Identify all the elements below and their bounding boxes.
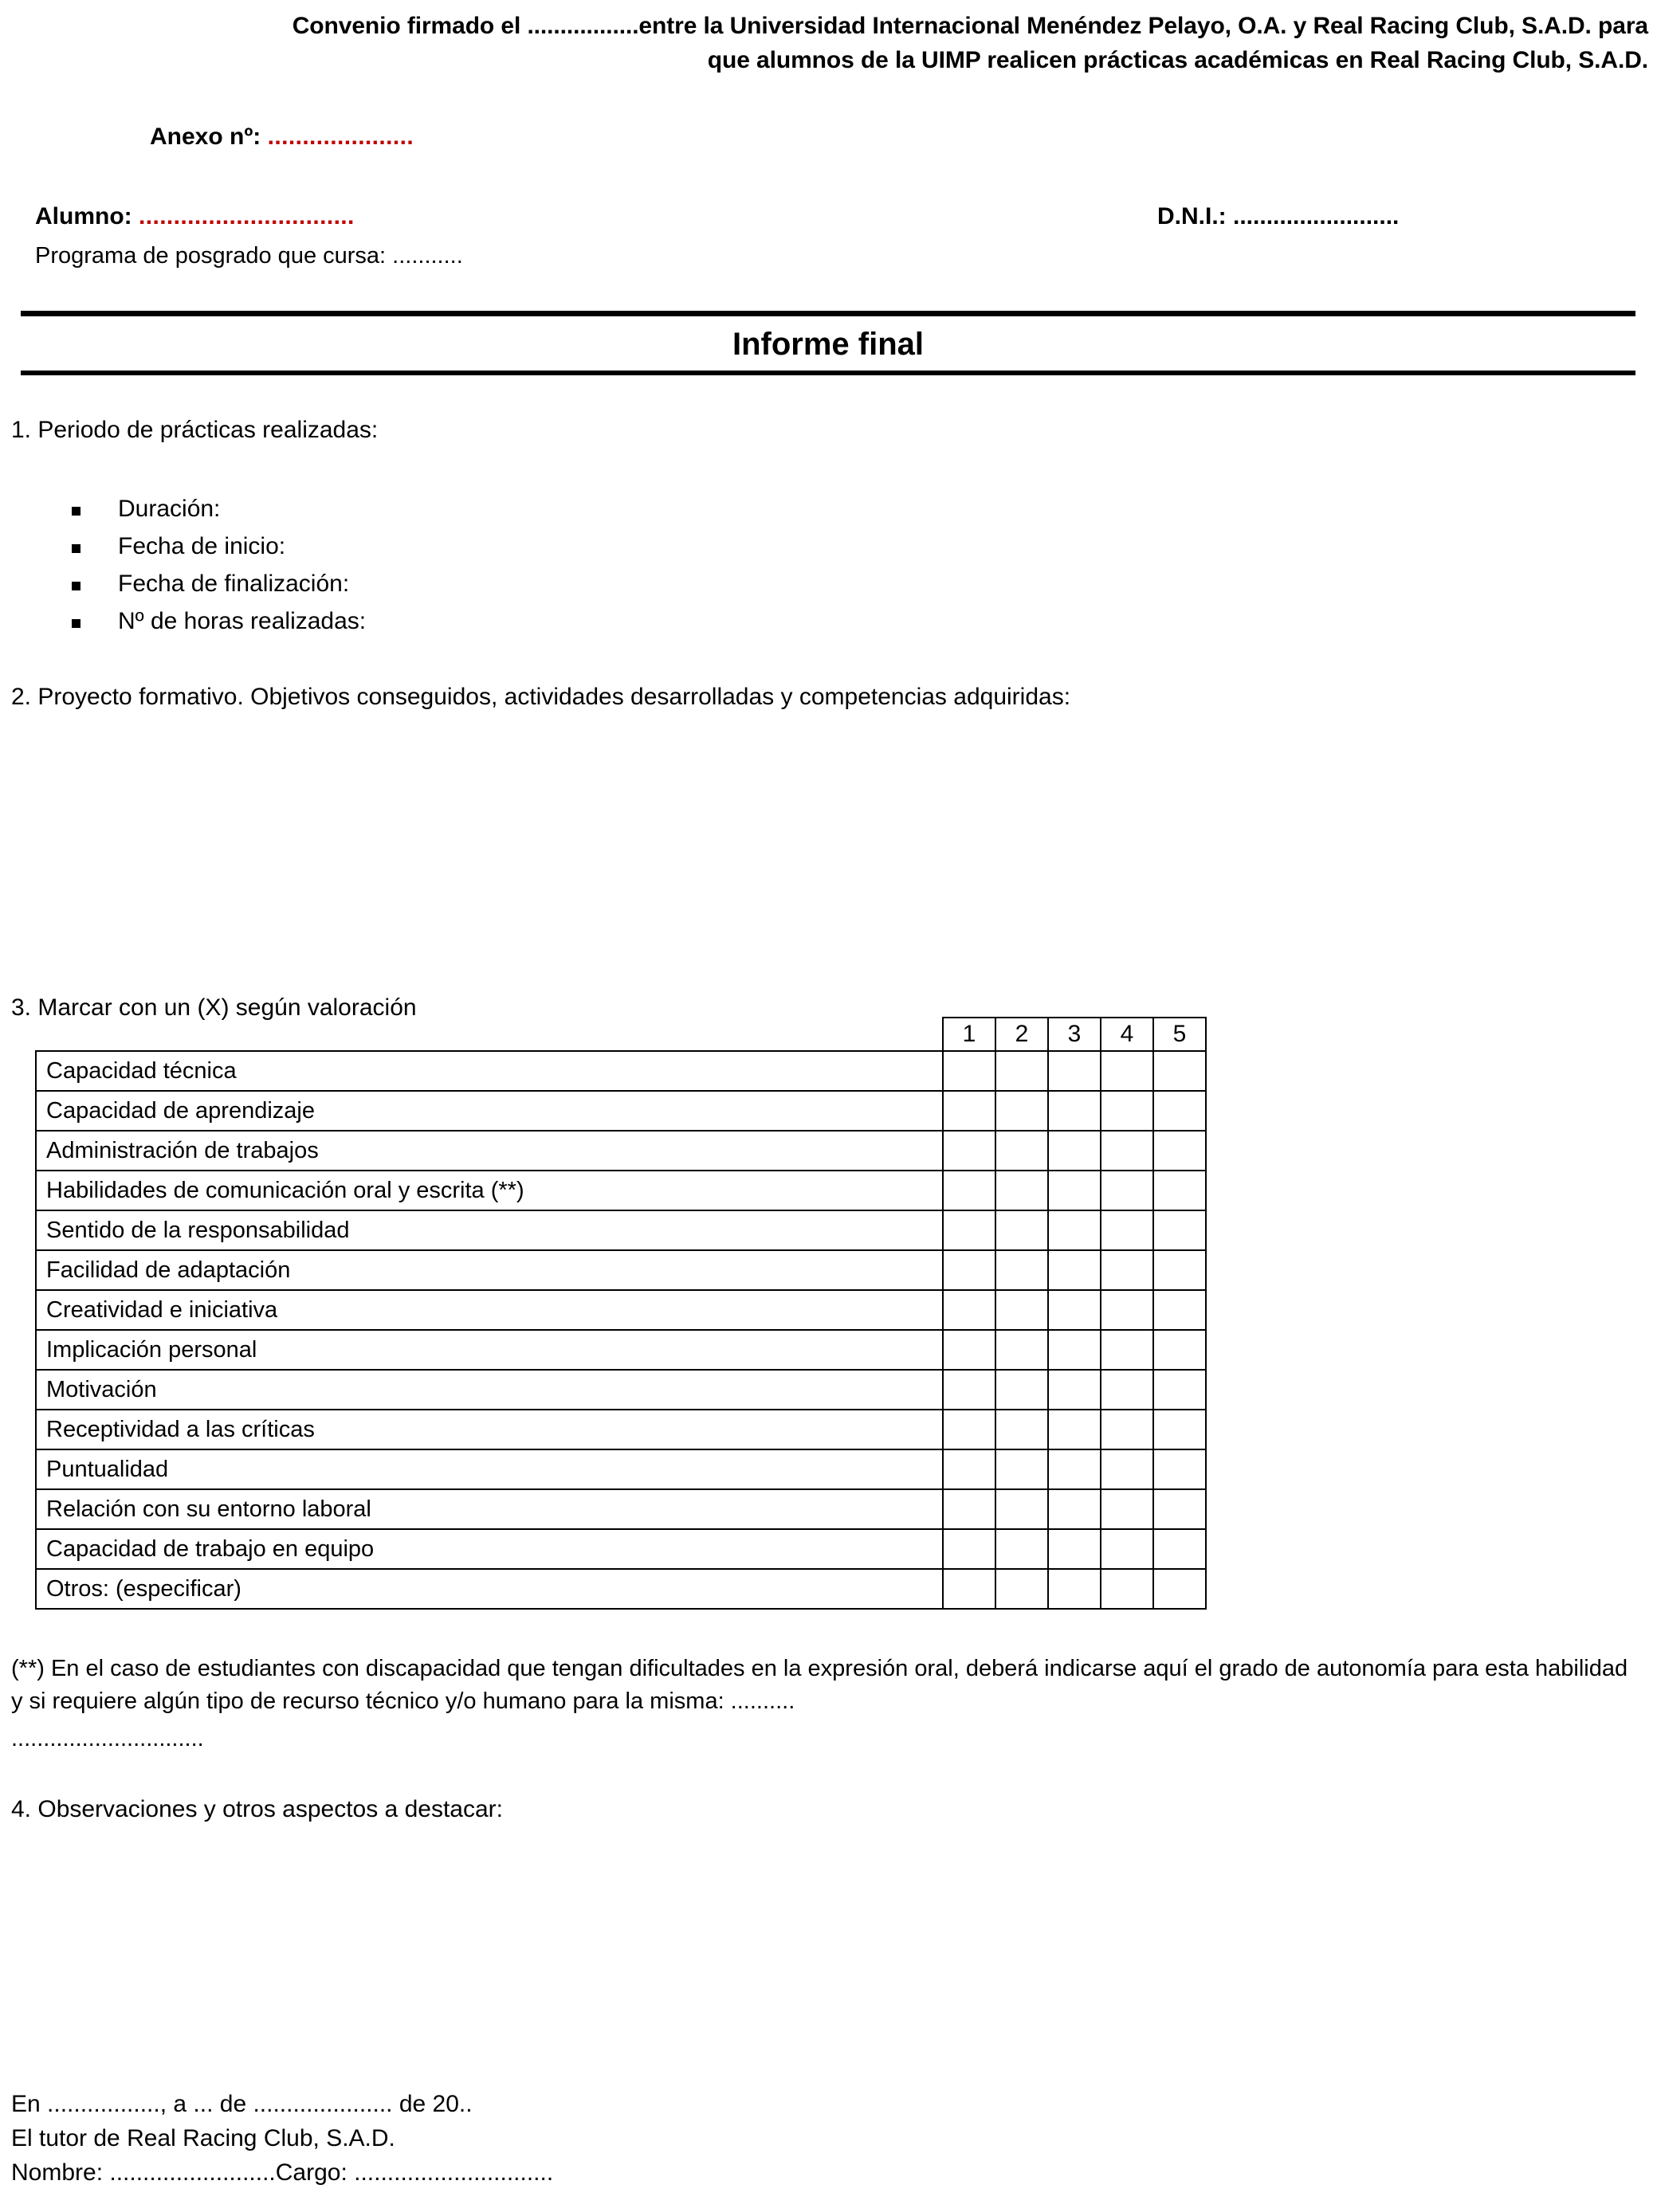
rating-checkbox-cell[interactable] xyxy=(1101,1410,1153,1449)
agreement-header-line-2: que alumnos de la UIMP realicen prácticas académicas en Real Racing Club, S.A.D. xyxy=(707,46,1648,73)
table-row xyxy=(36,1290,1206,1330)
rating-checkbox-cell[interactable] xyxy=(1101,1330,1153,1370)
table-row xyxy=(36,1449,1206,1489)
rating-row-label: Capacidad técnica xyxy=(36,1051,943,1091)
rating-checkbox-cell[interactable] xyxy=(995,1410,1048,1449)
list-item xyxy=(72,490,366,528)
rating-row-label: Sentido de la responsabilidad xyxy=(36,1210,943,1250)
square-bullet-icon xyxy=(72,544,80,553)
rating-header-5: 5 xyxy=(1153,1018,1206,1051)
rating-checkbox-cell[interactable] xyxy=(943,1290,995,1330)
rating-checkbox-cell[interactable] xyxy=(995,1210,1048,1250)
rating-checkbox-cell[interactable] xyxy=(1048,1171,1101,1210)
square-bullet-icon xyxy=(72,582,80,590)
table-row xyxy=(36,1330,1206,1370)
table-row xyxy=(36,1171,1206,1210)
dni-row xyxy=(1157,203,1399,230)
anexo-label: Anexo nº: xyxy=(150,124,261,150)
rating-checkbox-cell[interactable] xyxy=(1101,1290,1153,1330)
table-row xyxy=(36,1250,1206,1290)
rating-checkbox-cell[interactable] xyxy=(943,1330,995,1370)
rating-checkbox-cell[interactable] xyxy=(943,1489,995,1529)
rating-checkbox-cell[interactable] xyxy=(1153,1370,1206,1410)
rating-checkbox-cell[interactable] xyxy=(1048,1410,1101,1449)
rating-checkbox-cell[interactable] xyxy=(1153,1449,1206,1489)
rating-checkbox-cell[interactable] xyxy=(1048,1250,1101,1290)
rating-row-label: Puntualidad xyxy=(36,1449,943,1489)
student-name-label: Alumno: xyxy=(35,203,132,229)
accessibility-footnote-text: (**) En el caso de estudiantes con discapacidad que tengan dificultades en la expresión oral, deberá indicarse aquí el grado de autonomía para esta habilidad y si requiere algún tipo de recurso técnico y/o humano para la misma: .......... xyxy=(11,1656,1628,1715)
rating-table-container xyxy=(35,1017,1207,1610)
section-1-heading: 1. Periodo de prácticas realizadas: xyxy=(11,417,379,443)
title-rule-top xyxy=(21,311,1635,316)
table-row xyxy=(36,1091,1206,1131)
anexo-number-row xyxy=(150,124,414,151)
list-item xyxy=(72,565,366,602)
square-bullet-icon xyxy=(72,619,80,628)
tutor-line: El tutor de Real Racing Club, S.A.D. xyxy=(11,2124,395,2151)
rating-checkbox-cell[interactable] xyxy=(1048,1210,1101,1250)
rating-table-body xyxy=(36,1051,1206,1609)
anexo-value-field[interactable]: ..................... xyxy=(267,124,414,150)
rating-row-label: Motivación xyxy=(36,1370,943,1410)
table-row xyxy=(36,1051,1206,1091)
rating-checkbox-cell[interactable] xyxy=(1153,1569,1206,1609)
rating-header-1: 1 xyxy=(943,1018,995,1051)
rating-checkbox-cell[interactable] xyxy=(1101,1569,1153,1609)
rating-checkbox-cell[interactable] xyxy=(1101,1370,1153,1410)
rating-checkbox-cell[interactable] xyxy=(995,1529,1048,1569)
table-row xyxy=(36,1569,1206,1609)
list-item-label: Nº de horas realizadas: xyxy=(118,608,367,634)
section-4-heading: 4. Observaciones y otros aspectos a destacar: xyxy=(11,1796,503,1822)
rating-checkbox-cell[interactable] xyxy=(943,1051,995,1091)
table-row xyxy=(36,1489,1206,1529)
signature-block xyxy=(11,2088,553,2190)
rating-checkbox-cell[interactable] xyxy=(1101,1051,1153,1091)
square-bullet-icon xyxy=(72,507,80,516)
list-item xyxy=(72,528,366,565)
rating-checkbox-cell[interactable] xyxy=(1153,1250,1206,1290)
rating-checkbox-cell[interactable] xyxy=(943,1370,995,1410)
rating-checkbox-cell[interactable] xyxy=(1153,1210,1206,1250)
title-rule-bottom xyxy=(21,371,1635,375)
rating-checkbox-cell[interactable] xyxy=(995,1489,1048,1529)
accessibility-footnote xyxy=(11,1653,1645,1756)
rating-table xyxy=(35,1017,1207,1610)
rating-checkbox-cell[interactable] xyxy=(1048,1131,1101,1171)
place-and-date-line[interactable]: En ................., a ... de ..................... de 20.. xyxy=(11,2091,473,2117)
table-row xyxy=(36,1370,1206,1410)
rating-checkbox-cell[interactable] xyxy=(943,1131,995,1171)
rating-checkbox-cell[interactable] xyxy=(1153,1131,1206,1171)
rating-checkbox-cell[interactable] xyxy=(1048,1330,1101,1370)
rating-checkbox-cell[interactable] xyxy=(1048,1290,1101,1330)
page-title: Informe final xyxy=(732,327,925,362)
dni-label: D.N.I.: xyxy=(1157,203,1227,229)
section-2-heading: 2. Proyecto formativo. Objetivos conseguidos, actividades desarrolladas y competencias adquiridas: xyxy=(11,684,1071,710)
rating-header-2: 2 xyxy=(995,1018,1048,1051)
rating-row-label: Administración de trabajos xyxy=(36,1131,943,1171)
table-row xyxy=(36,1131,1206,1171)
rating-checkbox-cell[interactable] xyxy=(943,1529,995,1569)
rating-checkbox-cell[interactable] xyxy=(1101,1529,1153,1569)
rating-checkbox-cell[interactable] xyxy=(1153,1051,1206,1091)
rating-checkbox-cell[interactable] xyxy=(943,1250,995,1290)
rating-checkbox-cell[interactable] xyxy=(1101,1489,1153,1529)
rating-row-label: Capacidad de aprendizaje xyxy=(36,1091,943,1131)
table-row xyxy=(36,1410,1206,1449)
rating-checkbox-cell[interactable] xyxy=(995,1370,1048,1410)
rating-checkbox-cell[interactable] xyxy=(1101,1210,1153,1250)
accessibility-footnote-fill-line[interactable]: .............................. xyxy=(11,1726,204,1752)
rating-row-label: Otros: (especificar) xyxy=(36,1569,943,1609)
rating-checkbox-cell[interactable] xyxy=(995,1051,1048,1091)
dni-field[interactable]: ......................... xyxy=(1233,203,1400,229)
rating-checkbox-cell[interactable] xyxy=(1048,1569,1101,1609)
table-header-row xyxy=(36,1018,1206,1051)
table-row xyxy=(36,1529,1206,1569)
list-item-label: Duración: xyxy=(118,496,221,522)
student-name-row xyxy=(35,203,355,230)
rating-checkbox-cell[interactable] xyxy=(1048,1091,1101,1131)
rating-checkbox-cell[interactable] xyxy=(943,1449,995,1489)
rating-checkbox-cell[interactable] xyxy=(995,1449,1048,1489)
rating-row-label: Receptividad a las críticas xyxy=(36,1410,943,1449)
list-item-label: Fecha de finalización: xyxy=(118,571,350,597)
rating-row-label: Relación con su entorno laboral xyxy=(36,1489,943,1529)
section-1-bullet-list xyxy=(72,490,366,640)
rating-checkbox-cell[interactable] xyxy=(1153,1489,1206,1529)
section-3-heading: 3. Marcar con un (X) según valoración xyxy=(11,994,417,1021)
name-and-role-line[interactable]: Nombre: .........................Cargo: .............................. xyxy=(11,2159,554,2186)
rating-checkbox-cell[interactable] xyxy=(943,1210,995,1250)
rating-checkbox-cell[interactable] xyxy=(1101,1171,1153,1210)
rating-checkbox-cell[interactable] xyxy=(943,1091,995,1131)
rating-checkbox-cell[interactable] xyxy=(1153,1171,1206,1210)
rating-checkbox-cell[interactable] xyxy=(1153,1091,1206,1131)
agreement-header xyxy=(62,10,1648,77)
rating-checkbox-cell[interactable] xyxy=(1153,1410,1206,1449)
rating-header-4: 4 xyxy=(1101,1018,1153,1051)
rating-checkbox-cell[interactable] xyxy=(995,1250,1048,1290)
rating-checkbox-cell[interactable] xyxy=(943,1171,995,1210)
rating-checkbox-cell[interactable] xyxy=(1153,1529,1206,1569)
rating-checkbox-cell[interactable] xyxy=(1153,1290,1206,1330)
rating-row-label: Capacidad de trabajo en equipo xyxy=(36,1529,943,1569)
rating-checkbox-cell[interactable] xyxy=(1153,1330,1206,1370)
rating-checkbox-cell[interactable] xyxy=(1048,1449,1101,1489)
agreement-header-line-1: Convenio firmado el .................entre la Universidad Internacional Menéndez Pelayo, O.A. y Real Racing Club, S.A.D. para xyxy=(292,13,1648,39)
rating-row-label: Creatividad e iniciativa xyxy=(36,1290,943,1330)
rating-checkbox-cell[interactable] xyxy=(1048,1370,1101,1410)
rating-row-label: Implicación personal xyxy=(36,1330,943,1370)
list-item-label: Fecha de inicio: xyxy=(118,533,286,559)
rating-checkbox-cell[interactable] xyxy=(995,1131,1048,1171)
rating-header-blank xyxy=(36,1018,943,1051)
rating-checkbox-cell[interactable] xyxy=(943,1569,995,1609)
rating-checkbox-cell[interactable] xyxy=(1101,1091,1153,1131)
postgraduate-program-row[interactable]: Programa de posgrado que cursa: ........... xyxy=(35,243,463,269)
rating-row-label: Habilidades de comunicación oral y escrita (**) xyxy=(36,1171,943,1210)
rating-checkbox-cell[interactable] xyxy=(995,1290,1048,1330)
rating-row-label: Facilidad de adaptación xyxy=(36,1250,943,1290)
rating-checkbox-cell[interactable] xyxy=(1048,1489,1101,1529)
rating-checkbox-cell[interactable] xyxy=(1101,1449,1153,1489)
rating-checkbox-cell[interactable] xyxy=(995,1091,1048,1131)
rating-checkbox-cell[interactable] xyxy=(1101,1250,1153,1290)
rating-checkbox-cell[interactable] xyxy=(1048,1529,1101,1569)
rating-checkbox-cell[interactable] xyxy=(995,1330,1048,1370)
rating-checkbox-cell[interactable] xyxy=(995,1171,1048,1210)
rating-header-3: 3 xyxy=(1048,1018,1101,1051)
rating-checkbox-cell[interactable] xyxy=(943,1410,995,1449)
student-name-field[interactable]: ............................... xyxy=(138,203,355,229)
table-row xyxy=(36,1210,1206,1250)
rating-checkbox-cell[interactable] xyxy=(1101,1131,1153,1171)
rating-checkbox-cell[interactable] xyxy=(1048,1051,1101,1091)
list-item xyxy=(72,602,366,640)
rating-checkbox-cell[interactable] xyxy=(995,1569,1048,1609)
